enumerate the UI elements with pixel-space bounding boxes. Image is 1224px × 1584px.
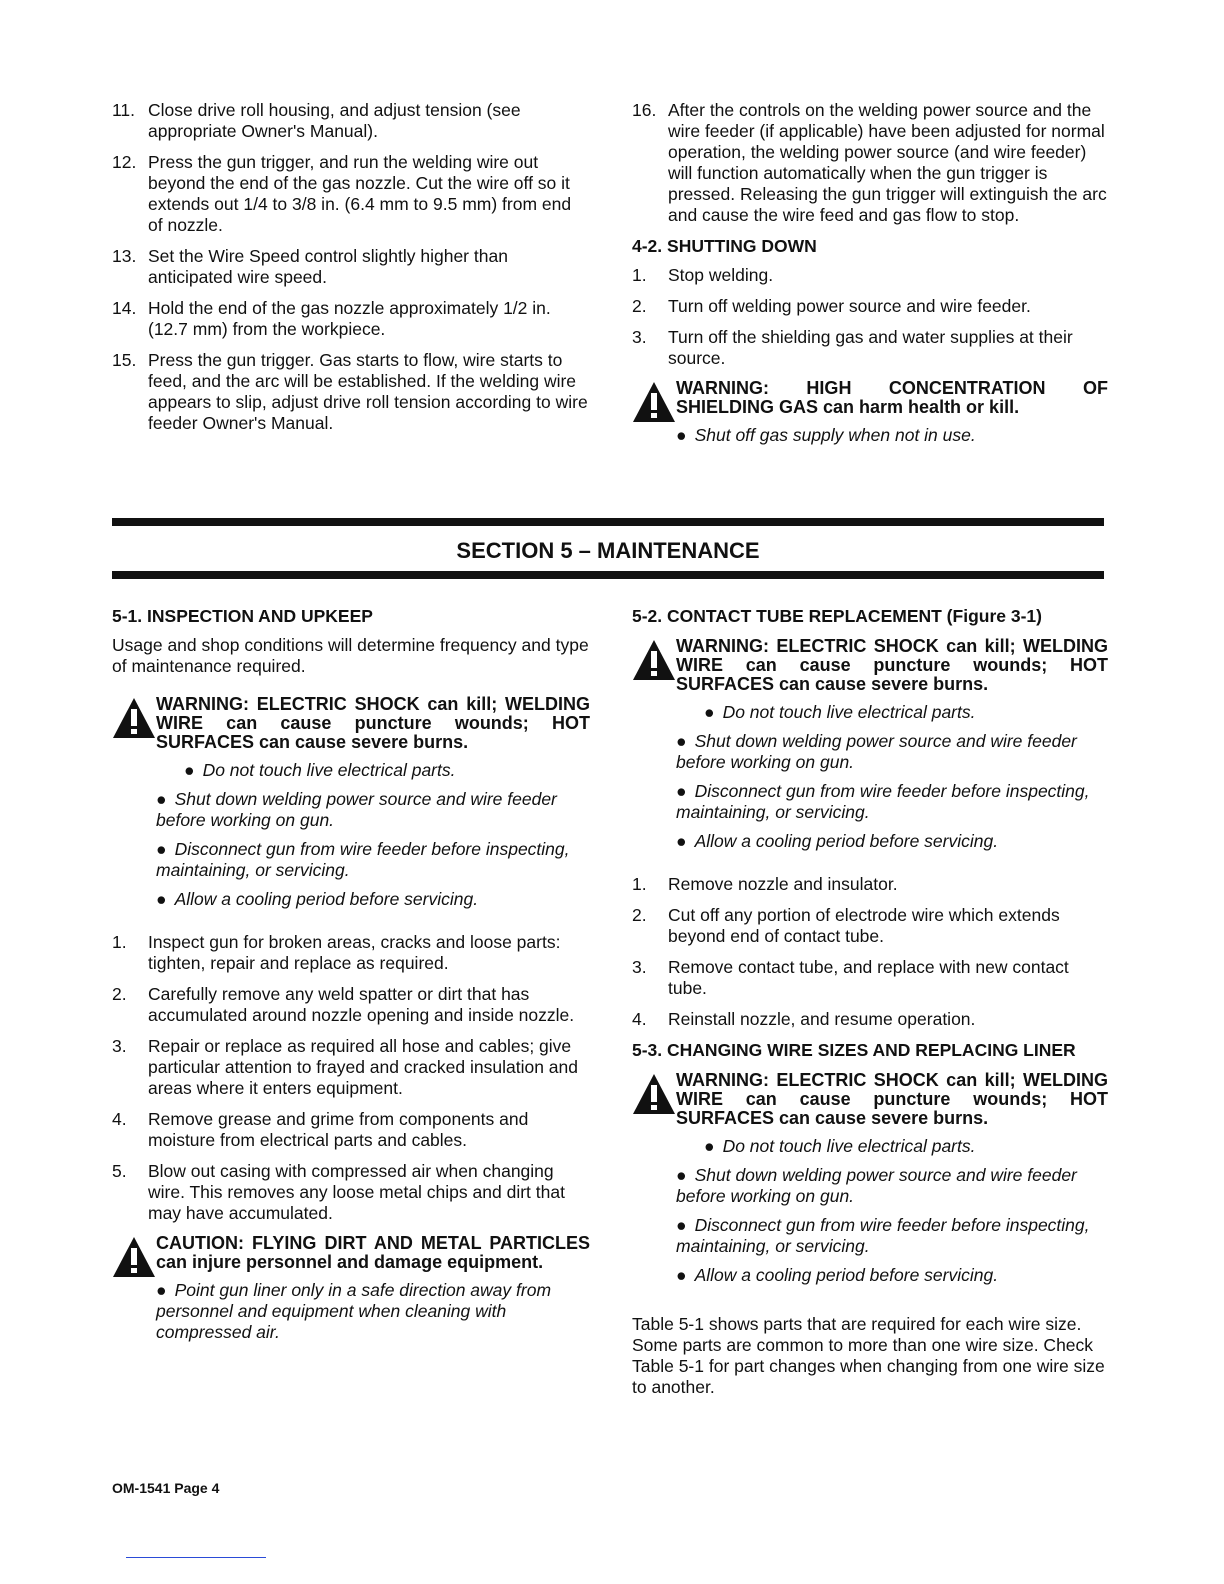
item-text: Remove grease and grime from components and moisture from electrical parts and cables.	[148, 1109, 529, 1150]
warning-bullet: ● Shut down welding power source and wire feeder before working on gun.	[676, 731, 1077, 772]
item-number: 16.	[632, 100, 657, 120]
item-text: After the controls on the welding power source and the wire feeder (if applicable) have been adjusted for normal operation, the welding power source (and wire feeder) will function automatically when the gun trigger is pressed. Releasing the gun trigger will extinguish the arc and cause the wire feed and gas flow to stop.	[668, 100, 1107, 225]
list-item	[632, 1009, 1108, 1030]
caution-block	[112, 1234, 590, 1351]
list-item	[112, 350, 590, 434]
section-heading-shutting-down: 4-2. SHUTTING DOWN	[632, 236, 817, 256]
list-item	[632, 265, 1108, 286]
section-rule-top	[112, 518, 1104, 526]
caution-title: CAUTION: FLYING DIRT AND METAL PARTICLES can injure personnel and damage equipment.	[156, 1233, 590, 1272]
warning-block	[632, 637, 1108, 860]
list-item	[632, 905, 1108, 947]
section-rule-bottom	[112, 571, 1104, 579]
warning-block	[632, 1071, 1108, 1294]
warning-bullet: ● Disconnect gun from wire feeder before inspecting, maintaining, or servicing.	[676, 781, 1090, 822]
list-item	[632, 100, 1108, 226]
top-left-column	[112, 100, 590, 444]
section-heading-contact-tube: 5-2. CONTACT TUBE REPLACEMENT (Figure 3-1)	[632, 606, 1042, 626]
item-text: Set the Wire Speed control slightly higher than anticipated wire speed.	[148, 246, 508, 287]
warning-bullet: ● Disconnect gun from wire feeder before inspecting, maintaining, or servicing.	[676, 1215, 1090, 1256]
warning-block	[112, 695, 590, 918]
bullet-icon: ●	[676, 781, 687, 801]
item-text: Hold the end of the gas nozzle approximately 1/2 in. (12.7 mm) from the workpiece.	[148, 298, 551, 339]
bullet-icon: ●	[676, 831, 687, 851]
warning-title: WARNING: ELECTRIC SHOCK can kill; WELDING WIRE can cause puncture wounds; HOT SURFACES can cause severe burns.	[156, 694, 590, 752]
warning-bullet: ● Allow a cooling period before servicing.	[156, 889, 479, 909]
item-text: Close drive roll housing, and adjust tension (see appropriate Owner's Manual).	[148, 100, 521, 141]
bullet-icon: ●	[156, 1280, 167, 1300]
item-number: 2.	[632, 905, 647, 925]
bullet-icon: ●	[156, 789, 167, 809]
item-number: 1.	[112, 932, 127, 952]
item-text: Blow out casing with compressed air when changing wire. This removes any loose metal chips and dirt that may have accumulated.	[148, 1161, 565, 1223]
list-item	[112, 246, 590, 288]
list-item	[112, 1036, 590, 1099]
list-item	[112, 984, 590, 1026]
bullet-icon: ●	[676, 1215, 687, 1235]
item-text: Reinstall nozzle, and resume operation.	[668, 1009, 976, 1029]
bullet-icon: ●	[676, 425, 687, 445]
item-number: 2.	[632, 296, 647, 316]
warning-icon	[112, 697, 156, 739]
bottom-left-column	[112, 602, 590, 1365]
warning-bullet: ● Do not touch live electrical parts.	[704, 1136, 976, 1156]
section-heading-inspection: 5-1. INSPECTION AND UPKEEP	[112, 606, 373, 626]
warning-title: WARNING: ELECTRIC SHOCK can kill; WELDING WIRE can cause puncture wounds; HOT SURFACES can cause severe burns.	[676, 636, 1108, 694]
item-number: 4.	[112, 1109, 127, 1129]
warning-bullet: ● Disconnect gun from wire feeder before inspecting, maintaining, or servicing.	[156, 839, 570, 880]
bullet-icon: ●	[676, 731, 687, 751]
list-item	[632, 874, 1108, 895]
warning-icon	[112, 1236, 156, 1278]
warning-icon	[632, 1073, 676, 1115]
item-text: Stop welding.	[668, 265, 774, 285]
top-right-column	[632, 100, 1108, 468]
item-number: 12.	[112, 152, 137, 172]
bullet-icon: ●	[184, 760, 195, 780]
section-heading-changing-wire: 5-3. CHANGING WIRE SIZES AND REPLACING LINER	[632, 1040, 1076, 1060]
warning-icon	[632, 381, 676, 423]
footer-divider	[126, 1557, 266, 1558]
list-item	[112, 932, 590, 974]
item-number: 3.	[632, 327, 647, 347]
warning-icon	[632, 639, 676, 681]
item-text: Press the gun trigger, and run the welding wire out beyond the end of the gas nozzle. Cut the wire off so it extends out 1/4 to 3/8 in. (6.4 mm to 9.5 mm) from end of nozzle.	[148, 152, 572, 235]
list-item	[112, 100, 590, 142]
caution-bullet: ● Point gun liner only in a safe direction away from personnel and equipment when cleaning with compressed air.	[156, 1280, 552, 1342]
warning-bullet: ● Allow a cooling period before servicing.	[676, 831, 999, 851]
item-text: Repair or replace as required all hose and cables; give particular attention to frayed and cracked insulation and areas where it enters equipment.	[148, 1036, 578, 1098]
bullet-icon: ●	[156, 839, 167, 859]
warning-block	[632, 379, 1108, 454]
warning-bullet: ● Do not touch live electrical parts.	[184, 760, 456, 780]
list-item	[632, 327, 1108, 369]
list-item	[632, 296, 1108, 317]
bullet-icon: ●	[704, 702, 715, 722]
bullet-icon: ●	[676, 1265, 687, 1285]
item-text: Carefully remove any weld spatter or dirt that has accumulated around nozzle opening and inside nozzle.	[148, 984, 575, 1025]
bullet-icon: ●	[704, 1136, 715, 1156]
list-item	[112, 1161, 590, 1224]
item-number: 3.	[632, 957, 647, 977]
item-text: Press the gun trigger. Gas starts to flow, wire starts to feed, and the arc will be established. If the welding wire appears to slip, adjust drive roll tension according to wire feeder Owner's Manual.	[148, 350, 588, 433]
item-number: 1.	[632, 265, 647, 285]
item-number: 3.	[112, 1036, 127, 1056]
warning-title: WARNING: HIGH CONCENTRATION OF SHIELDING GAS can harm health or kill.	[676, 378, 1108, 417]
item-text: Cut off any portion of electrode wire which extends beyond end of contact tube.	[668, 905, 1060, 946]
bullet-icon: ●	[676, 1165, 687, 1185]
item-number: 11.	[112, 100, 136, 120]
list-item	[112, 298, 590, 340]
bottom-right-column	[632, 602, 1108, 1416]
warning-bullet: ● Shut down welding power source and wire feeder before working on gun.	[676, 1165, 1077, 1206]
list-item	[632, 957, 1108, 999]
item-text: Turn off welding power source and wire feeder.	[668, 296, 1031, 316]
item-number: 14.	[112, 298, 137, 318]
item-text: Remove contact tube, and replace with new contact tube.	[668, 957, 1069, 998]
list-item	[112, 1109, 590, 1151]
warning-bullet: ● Shut down welding power source and wire feeder before working on gun.	[156, 789, 557, 830]
item-number: 5.	[112, 1161, 127, 1181]
bullet-icon: ●	[156, 889, 167, 909]
item-text: Turn off the shielding gas and water supplies at their source.	[668, 327, 1073, 368]
item-text: Inspect gun for broken areas, cracks and loose parts: tighten, repair and replace as required.	[148, 932, 561, 973]
list-item	[112, 152, 590, 236]
item-number: 15.	[112, 350, 137, 370]
warning-title: WARNING: ELECTRIC SHOCK can kill; WELDING WIRE can cause puncture wounds; HOT SURFACES can cause severe burns.	[676, 1070, 1108, 1128]
item-number: 1.	[632, 874, 647, 894]
item-number: 4.	[632, 1009, 647, 1029]
intro-paragraph: Usage and shop conditions will determine frequency and type of maintenance required.	[112, 635, 589, 676]
item-number: 2.	[112, 984, 127, 1004]
item-text: Remove nozzle and insulator.	[668, 874, 898, 894]
warning-bullet: ● Shut off gas supply when not in use.	[676, 425, 976, 445]
warning-bullet: ● Allow a cooling period before servicing.	[676, 1265, 999, 1285]
item-number: 13.	[112, 246, 137, 266]
page-footer: OM-1541 Page 4	[112, 1480, 220, 1496]
section-title: SECTION 5 – MAINTENANCE	[456, 538, 760, 563]
warning-bullet: ● Do not touch live electrical parts.	[704, 702, 976, 722]
closing-paragraph: Table 5-1 shows parts that are required for each wire size. Some parts are common to more than one wire size. Check Table 5-1 for part changes when changing from one wire size to another.	[632, 1314, 1105, 1397]
